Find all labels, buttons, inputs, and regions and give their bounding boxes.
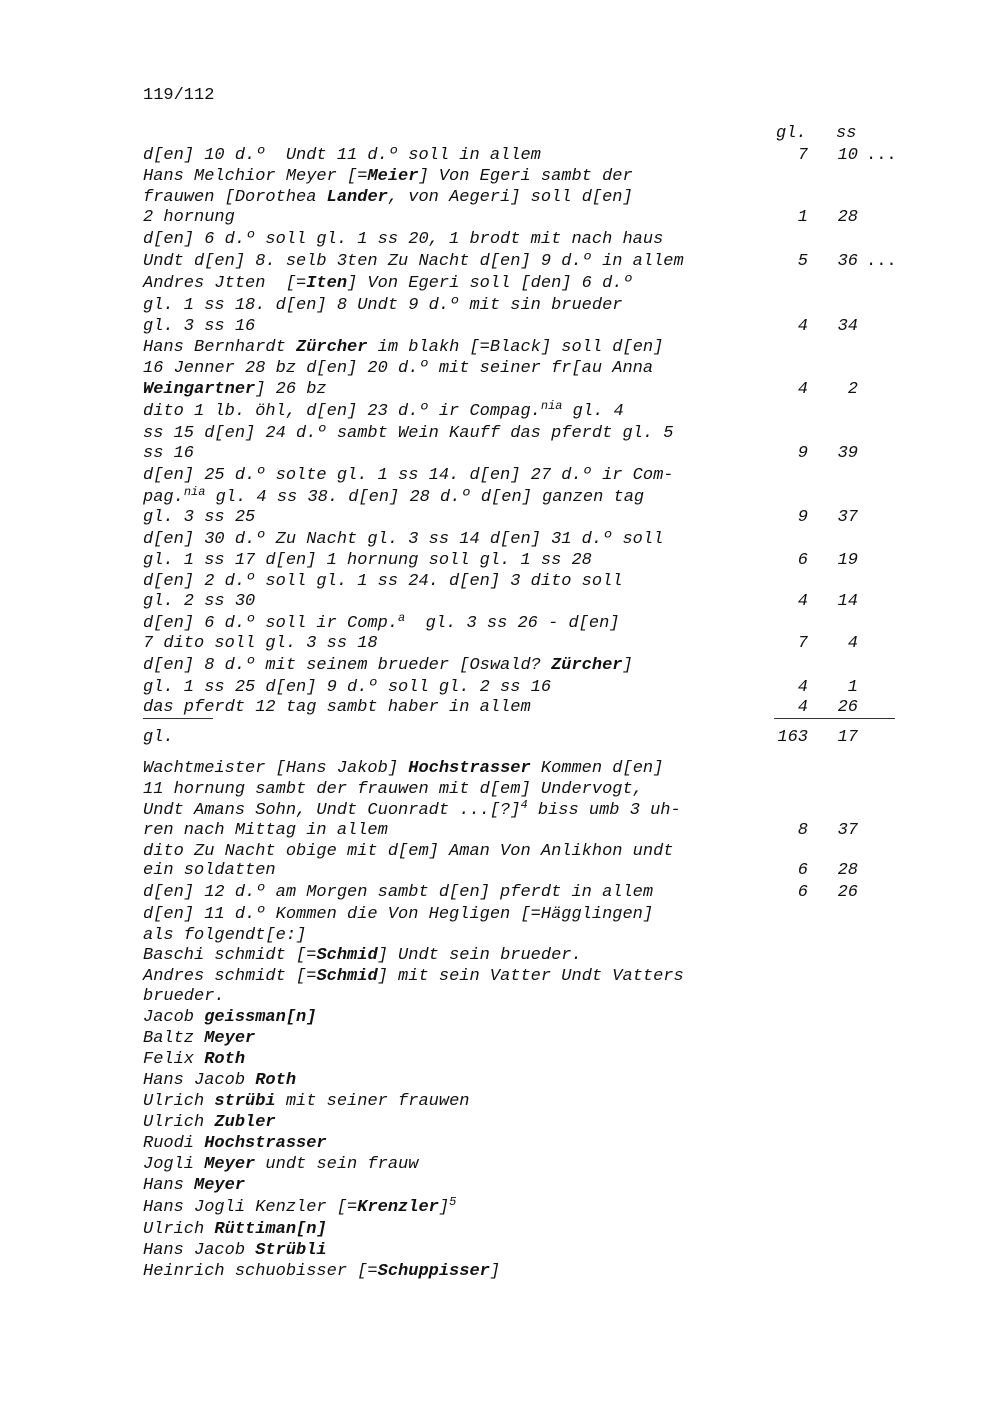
ledger-line: gl. 2 ss 30: [143, 592, 256, 611]
ledger-line: Undt Amans Sohn, Undt Cuonradt ...[?]$^4$ biss umb 3 uh-: [143, 798, 681, 820]
amount-gulden: 9: [797, 508, 808, 527]
ledger-line: d[en] 11 d.º Kommen die Von Hegligen [=Hägglingen]: [143, 905, 654, 924]
ledger-line: Heinrich schuobisser [=Schuppisser]: [143, 1262, 501, 1281]
ledger-line: gl. 3 ss 25: [143, 508, 256, 527]
ledger-line: Wachtmeister [Hans Jakob] Hochstrasser Kommen d[en]: [143, 759, 664, 778]
ledger-line: d[en] 25 d.º solte gl. 1 ss 14. d[en] 27 d.º ir Com-: [143, 466, 674, 485]
ledger-line: d[en] 10 d.º Undt 11 d.º soll in allem: [143, 146, 541, 165]
amount-schilling: 10: [837, 146, 858, 165]
amount-gulden: 4: [797, 317, 808, 336]
amount-gulden: 4: [797, 678, 808, 697]
ledger-line: gl. 1 ss 18. d[en] 8 Undt 9 d.º mit sin brueder: [143, 296, 623, 315]
amount-gulden: 7: [797, 146, 808, 165]
ledger-line: Ulrich Zubler: [143, 1113, 276, 1132]
ledger-line: Ulrich Rüttiman[n]: [143, 1220, 327, 1239]
ledger-line: pag.$^{nia}$ gl. 4 ss 38. d[en] 28 d.º d[en] ganzen tag: [143, 485, 645, 507]
ledger-line: d[en] 6 d.º soll ir Comp.$^a$ gl. 3 ss 26 - d[en]: [143, 611, 620, 633]
ledger-line: als folgendt[e:]: [143, 926, 307, 945]
amount-gulden: 6: [797, 551, 808, 570]
ledger-line: Baltz Meyer: [143, 1029, 256, 1048]
amount-schilling: 17: [837, 728, 858, 747]
amount-gulden: 4: [797, 592, 808, 611]
column-header-schilling: ss: [836, 124, 857, 143]
ledger-line: dito 1 lb. öhl, d[en] 23 d.º ir Compag.$^{nia}$ gl. 4: [143, 399, 624, 421]
ledger-line: Hans Jacob Roth: [143, 1071, 297, 1090]
ledger-line: frauwen [Dorothea Lander, von Aegeri] soll d[en]: [143, 188, 633, 207]
underline-rule: [143, 718, 213, 719]
ledger-line: Jogli Meyer undt sein frauw: [143, 1155, 419, 1174]
amount-gulden: 4: [797, 380, 808, 399]
amount-gulden: 1: [797, 208, 808, 227]
ledger-line: Ruodi Hochstrasser: [143, 1134, 327, 1153]
ledger-line: ss 16: [143, 444, 195, 463]
amount-schilling: 28: [837, 208, 858, 227]
amount-schilling: 26: [837, 883, 858, 902]
ledger-line: Andres schmidt [=Schmid] mit sein Vatter Undt Vatters: [143, 967, 684, 986]
ledger-line: d[en] 30 d.º Zu Nacht gl. 3 ss 14 d[en] 31 d.º soll: [143, 530, 664, 549]
amount-schilling: 1: [847, 678, 858, 697]
ledger-line: Undt d[en] 8. selb 3ten Zu Nacht d[en] 9 d.º in allem: [143, 252, 684, 271]
amount-gulden: 6: [797, 883, 808, 902]
ledger-line: 2 hornung: [143, 208, 235, 227]
ledger-line: Hans Bernhardt Zürcher im blakh [=Black] soll d[en]: [143, 338, 664, 357]
ledger-line: dito Zu Nacht obige mit d[em] Aman Von Anlikhon undt: [143, 842, 674, 861]
amount-schilling: 28: [837, 861, 858, 880]
amount-schilling: 4: [847, 634, 858, 653]
ledger-line: d[en] 6 d.º soll gl. 1 ss 20, 1 brodt mit nach haus: [143, 230, 664, 249]
ledger-line: Hans Jogli Kenzler [=Krenzler]$^5$: [143, 1195, 457, 1217]
column-header-gulden: gl.: [776, 124, 807, 143]
sum-rule: [774, 718, 895, 719]
amount-schilling: 39: [837, 444, 858, 463]
ledger-line: d[en] 8 d.º mit seinem brueder [Oswald? Zürcher]: [143, 656, 633, 675]
amount-gulden: 163: [777, 728, 808, 747]
ledger-line: gl. 1 ss 17 d[en] 1 hornung soll gl. 1 ss 28: [143, 551, 592, 570]
ledger-line: d[en] 12 d.º am Morgen sambt d[en] pferdt in allem: [143, 883, 654, 902]
amount-gulden: 5: [797, 252, 808, 271]
amount-schilling: 37: [837, 508, 858, 527]
ledger-line: Hans Jacob Strübli: [143, 1241, 327, 1260]
amount-gulden: 6: [797, 861, 808, 880]
continuation-mark: ...: [866, 146, 897, 165]
ledger-line: ein soldatten: [143, 861, 276, 880]
ledger-line: ren nach Mittag in allem: [143, 821, 388, 840]
amount-gulden: 4: [797, 698, 808, 717]
continuation-mark: ...: [866, 252, 897, 271]
ledger-line: Andres Jtten [=Iten] Von Egeri soll [den] 6 d.º: [143, 274, 633, 293]
amount-schilling: 37: [837, 821, 858, 840]
page-number: 119/112: [143, 86, 215, 105]
ledger-line: Weingartner] 26 bz: [143, 380, 327, 399]
amount-schilling: 36: [837, 252, 858, 271]
ledger-line: Baschi schmidt [=Schmid] Undt sein brueder.: [143, 946, 582, 965]
ledger-line: brueder.: [143, 987, 225, 1006]
ledger-line: gl. 3 ss 16: [143, 317, 256, 336]
ledger-line: das pferdt 12 tag sambt haber in allem: [143, 698, 531, 717]
ledger-line: Hans Meyer: [143, 1176, 246, 1195]
amount-gulden: 8: [797, 821, 808, 840]
ledger-line: ss 15 d[en] 24 d.º sambt Wein Kauff das pferdt gl. 5: [143, 424, 674, 443]
amount-schilling: 19: [837, 551, 858, 570]
amount-schilling: 2: [847, 380, 858, 399]
ledger-line: Ulrich strübi mit seiner frauwen: [143, 1092, 470, 1111]
ledger-line: gl. 1 ss 25 d[en] 9 d.º soll gl. 2 ss 16: [143, 678, 552, 697]
ledger-line: 7 dito soll gl. 3 ss 18: [143, 634, 378, 653]
ledger-line: 16 Jenner 28 bz d[en] 20 d.º mit seiner fr[au Anna: [143, 359, 654, 378]
amount-gulden: 9: [797, 444, 808, 463]
ledger-line: Jacob geissman[n]: [143, 1008, 317, 1027]
amount-gulden: 7: [797, 634, 808, 653]
ledger-line: 11 hornung sambt der frauwen mit d[em] Undervogt,: [143, 780, 643, 799]
amount-schilling: 14: [837, 592, 858, 611]
ledger-line: gl.: [143, 728, 174, 747]
ledger-line: Hans Melchior Meyer [=Meier] Von Egeri sambt der: [143, 167, 633, 186]
amount-schilling: 34: [837, 317, 858, 336]
ledger-line: d[en] 2 d.º soll gl. 1 ss 24. d[en] 3 dito soll: [143, 572, 623, 591]
ledger-line: Felix Roth: [143, 1050, 246, 1069]
amount-schilling: 26: [837, 698, 858, 717]
